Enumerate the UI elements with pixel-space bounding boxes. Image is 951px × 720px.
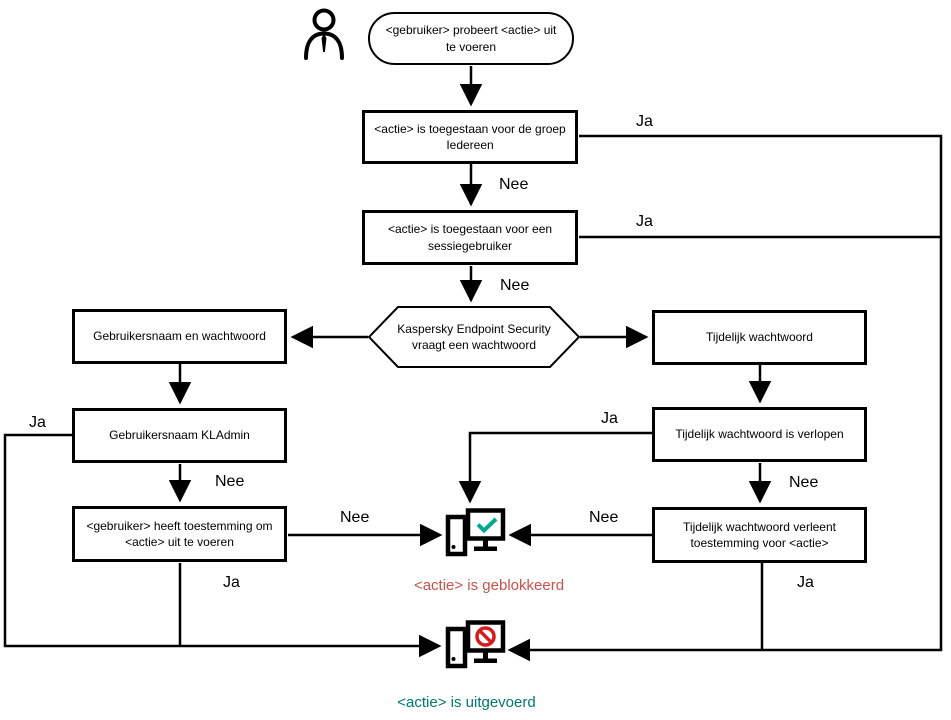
node-session-allowed	[362, 210, 578, 265]
computer-prohibited-icon	[444, 620, 506, 672]
label-nee-permission: Nee	[340, 509, 370, 526]
label-ja-group: Ja	[636, 113, 653, 130]
node-group-allowed-label: <actie> is toegestaan voor de groep Iedereen	[374, 121, 566, 152]
node-username-password	[72, 309, 287, 364]
node-start	[368, 12, 574, 65]
label-nee-grants: Nee	[589, 509, 619, 526]
node-session-allowed-label: <actie> is toegestaan voor een sessiegebruiker	[387, 222, 553, 253]
node-temp-password-label: Tijdelijk wachtwoord	[706, 330, 813, 345]
label-ja-kladmin: Ja	[29, 414, 46, 431]
node-username-kladmin-label: Gebruikersnaam KLAdmin	[109, 428, 250, 443]
node-temp-grants	[652, 507, 867, 563]
label-nee-group: Nee	[499, 176, 529, 193]
node-start-label: <gebruiker> probeert <actie> uit te voeren	[385, 23, 557, 54]
node-temp-grants-label: Tijdelijk wachtwoord verleent toestemming voor <actie>	[683, 519, 836, 550]
node-username-password-label: Gebruikersnaam en wachtwoord	[93, 329, 266, 344]
label-ja-grants: Ja	[797, 574, 814, 591]
label-nee-kladmin: Nee	[215, 473, 245, 490]
node-username-kladmin	[72, 408, 287, 463]
node-kes-prompt	[368, 306, 580, 368]
node-temp-expired	[652, 407, 867, 462]
label-ja-permission: Ja	[223, 574, 240, 591]
label-nee-expired: Nee	[789, 474, 819, 491]
node-user-has-permission	[72, 506, 287, 562]
label-nee-session: Nee	[500, 277, 530, 294]
status-blocked-text: <actie> is geblokkeerd	[413, 577, 565, 594]
label-ja-session: Ja	[636, 213, 653, 230]
node-temp-password	[652, 310, 867, 365]
node-group-allowed	[362, 110, 578, 164]
node-temp-expired-label: Tijdelijk wachtwoord is verlopen	[675, 427, 844, 442]
edge-expired-ja-to-blocked	[470, 433, 652, 501]
label-ja-expired: Ja	[601, 410, 618, 427]
status-executed-text: <actie> is uitgevoerd	[397, 694, 536, 711]
person-icon	[302, 8, 346, 60]
node-user-has-permission-label: <gebruiker> heeft toestemming om <actie> uit te voeren	[86, 518, 273, 549]
node-kes-prompt-label: Kaspersky Endpoint Security vraagt een wachtwoord	[397, 321, 551, 352]
computer-check-icon	[444, 508, 506, 560]
